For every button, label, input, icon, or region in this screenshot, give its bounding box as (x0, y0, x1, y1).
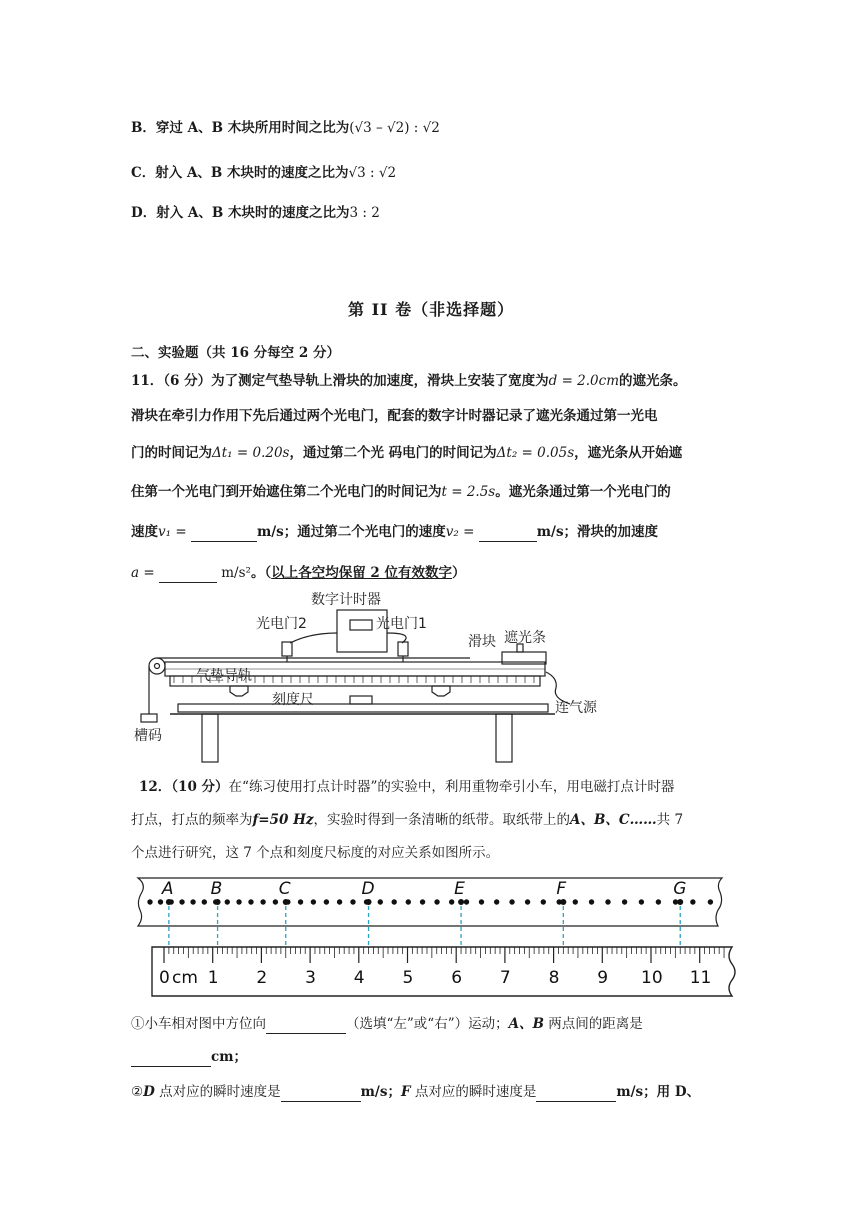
option-text: ．穿过 A、B 木块所用时间之比为 (142, 120, 350, 136)
tape-dot (392, 899, 397, 904)
q12-text: 打点，打点的频率为 (131, 812, 253, 828)
option-letter: C (131, 165, 142, 181)
tape-dot (605, 899, 610, 904)
q12-text: m/s； (360, 1084, 401, 1100)
tape-point-A (166, 899, 172, 905)
option-d (131, 203, 380, 223)
q11-text: 。遮光条通过第一个光电门的 (495, 484, 671, 500)
q11-v1: v₁ = (158, 524, 187, 540)
q11-note-end: ） (452, 565, 466, 581)
q11-line4 (131, 482, 671, 502)
answer-blank-vf[interactable] (536, 1087, 616, 1102)
tape-dot (464, 899, 469, 904)
q11-note-underlined: 以上各空均保留 2 位有效数字 (271, 565, 452, 581)
gate1-head (398, 642, 408, 656)
tape-dot (639, 899, 644, 904)
option-c (131, 163, 396, 183)
option-formula: (√3 – √2) : √2 (349, 120, 440, 136)
q12-text: ①小车相对图中方位向 (131, 1016, 266, 1032)
tape-dot (420, 899, 425, 904)
q12-line1 (139, 777, 674, 797)
label-air-rail: 气垫导轨 (196, 668, 252, 684)
label-weight: 槽码 (134, 728, 162, 744)
q11-text: 住第一个光电门到开始遮住第二个光电门的时间记为 (131, 484, 442, 500)
tape-dot (337, 899, 342, 904)
tape-dot (324, 899, 329, 904)
q12-point-f: F (400, 1084, 411, 1100)
tape-dot (622, 899, 627, 904)
ruler-number: 7 (499, 968, 511, 988)
answer-blank-ab-distance[interactable] (131, 1052, 211, 1067)
q11-text: m/s；通过第二个光电门的速度 (256, 524, 446, 540)
ruler-number: 8 (548, 968, 560, 988)
tape-dot (225, 899, 230, 904)
label-ruler: 刻度尺 (272, 692, 314, 708)
label-light-strip: 遮光条 (504, 630, 546, 646)
q12-text: 点对应的瞬时速度是 (154, 1084, 281, 1100)
tape-dot (494, 899, 499, 904)
section-heading: 二、实验题（共 16 分每空 2 分） (131, 345, 340, 361)
ruler-number: 0 (159, 968, 170, 988)
label-slider: 滑块 (468, 634, 496, 650)
ruler-number: 3 (305, 968, 316, 988)
tape-dot (509, 899, 514, 904)
label-gate1: 光电门1 (376, 616, 427, 632)
tape-dot (179, 899, 184, 904)
q12-label: 12． (139, 779, 172, 795)
tape-dot (378, 899, 383, 904)
q11-text: ，遮光条从开始遮 (574, 445, 683, 461)
q11-text-end: 的遮光条。 (619, 373, 687, 389)
q11-line5 (131, 522, 658, 542)
q11-d-value: d = 2.0cm (548, 373, 620, 389)
q12-sub2 (131, 1082, 700, 1102)
tape-dot (273, 899, 278, 904)
q11-line6 (131, 563, 466, 583)
tape-dot (589, 899, 594, 904)
ruler-number: 6 (451, 968, 463, 988)
tape-dot (434, 899, 439, 904)
answer-blank-v2[interactable] (479, 527, 537, 542)
answer-blank-a[interactable] (159, 568, 217, 583)
q12-line2 (131, 810, 683, 830)
label-digital-timer: 数字计时器 (311, 592, 381, 608)
tape-dot (260, 899, 265, 904)
tape-dot (350, 899, 355, 904)
option-text: ．射入 A、B 木块时的速度之比为 (141, 165, 349, 181)
q12-text: 在“练习使用打点计时器”的实验中，利用重物牵引小车，用电磁打点计时器 (228, 779, 675, 795)
digital-timer-display (350, 620, 372, 630)
tape-point-F (560, 899, 566, 905)
q11-t2: Δt₂ = 0.05s (496, 445, 575, 461)
ruler-number: 10 (641, 968, 663, 988)
q11-a: a = (131, 565, 155, 581)
q12-text: m/s；用 D、 (616, 1084, 701, 1100)
ruler-number: 9 (597, 968, 609, 988)
q12-text: （选填“左”或“右”）运动； (346, 1016, 509, 1032)
tape-dot (708, 899, 713, 904)
ruler-number: 2 (256, 968, 268, 988)
answer-blank-direction[interactable] (266, 1019, 346, 1034)
option-formula: 3 : 2 (349, 205, 380, 221)
ruler-number: 11 (689, 968, 712, 988)
tape-dot (158, 899, 163, 904)
tape-label-A: A (161, 879, 174, 899)
q12-sub1 (131, 1014, 643, 1034)
weight-block (141, 714, 157, 722)
option-letter: D (131, 205, 143, 221)
tape-dot (190, 899, 195, 904)
tape-dot (248, 899, 253, 904)
q11-line2: 滑块在牵引力作用下先后通过两个光电门，配套的数字计时器记录了遮光条通过第一光电 (131, 408, 658, 424)
tape-dot (541, 899, 546, 904)
tape-dot (236, 899, 241, 904)
ruler-unit: cm (172, 968, 198, 988)
option-text: ．射入 A、B 木块时的速度之比为 (142, 205, 350, 221)
tape-dot (406, 899, 411, 904)
q12-text: ② (131, 1084, 144, 1100)
tape-point-B (215, 899, 221, 905)
tape-ruler-figure (128, 868, 744, 1004)
q11-note: 。（ (250, 565, 272, 581)
ruler-number: 4 (353, 968, 365, 988)
q12-points: （10 分） (171, 779, 229, 795)
q12-point-d: D (143, 1084, 155, 1100)
q11-text: 为了测定气垫导轨上滑块的加速度，滑块上安装了宽度为 (211, 373, 549, 389)
q12-text: ，实验时得到一条清晰的纸带。取纸带上的 (313, 812, 571, 828)
q11-t1: Δt₁ = 0.20s (212, 445, 290, 461)
tape-label-C: C (278, 879, 291, 899)
q12-points-list: A、B、C…… (570, 812, 657, 828)
q12-sub1-cont (131, 1047, 247, 1067)
tape-point-G (677, 899, 683, 905)
q11-label: 11． (131, 373, 164, 389)
q12-text: 两点间的距离是 (544, 1016, 643, 1032)
q11-text: 速度 (131, 524, 158, 540)
tape-dot (656, 899, 661, 904)
tape-label-G: G (673, 879, 687, 899)
q11-points: （6 分） (163, 373, 212, 389)
q12-line3: 个点进行研究，这 7 个点和刻度尺标度的对应关系如图所示。 (131, 845, 500, 861)
option-formula: √3 : √2 (348, 165, 397, 181)
tape-label-F: F (556, 879, 567, 899)
answer-blank-vd[interactable] (281, 1087, 361, 1102)
ruler-number: 5 (402, 968, 414, 988)
option-b (131, 118, 440, 138)
q11-v2: v₂ = (445, 524, 475, 540)
air-track-figure (130, 588, 630, 770)
tape-dot (525, 899, 530, 904)
q11-t: t = 2.5s (441, 484, 496, 500)
q12-points-ab: A、B (508, 1016, 544, 1032)
answer-blank-v1[interactable] (191, 527, 257, 542)
q12-freq: f=50 Hz (252, 812, 314, 828)
tape-point-D (366, 899, 372, 905)
table-leg-right (496, 714, 512, 762)
tape-dot (147, 899, 152, 904)
tape-dot (311, 899, 316, 904)
tape-dot (298, 899, 303, 904)
q12-text: 共 7 (656, 812, 684, 828)
tape-dot (449, 899, 454, 904)
q11-line3 (131, 443, 682, 463)
base-plate (178, 704, 548, 712)
option-letter: B (131, 120, 143, 136)
gate2-head (282, 642, 292, 656)
tape-dot (690, 899, 695, 904)
table-leg-left (202, 714, 218, 762)
q11-text: ，通过第二个光 码电门的时间记为 (289, 445, 497, 461)
tape-point-E (458, 899, 464, 905)
tape-dot (202, 899, 207, 904)
label-air-source: 连气源 (555, 700, 597, 716)
tape-dot (479, 899, 484, 904)
q11-text: m/s；滑块的加速度 (536, 524, 659, 540)
tape-dot (573, 899, 578, 904)
ruler-number: 1 (207, 968, 219, 988)
tape-point-C (283, 899, 289, 905)
q12-text: 点对应的瞬时速度是 (410, 1084, 537, 1100)
pulley (149, 658, 165, 674)
q11-line1 (131, 371, 687, 391)
label-gate2: 光电门2 (256, 616, 307, 632)
q12-text: cm； (211, 1049, 248, 1065)
q11-text: 门的时间记为 (131, 445, 212, 461)
tape-label-E: E (454, 879, 465, 899)
section-title: 第 II 卷（非选择题） (348, 300, 515, 319)
tape-label-B: B (210, 879, 223, 899)
q11-unit: m/s² (221, 565, 251, 581)
tape-label-D: D (361, 879, 375, 899)
